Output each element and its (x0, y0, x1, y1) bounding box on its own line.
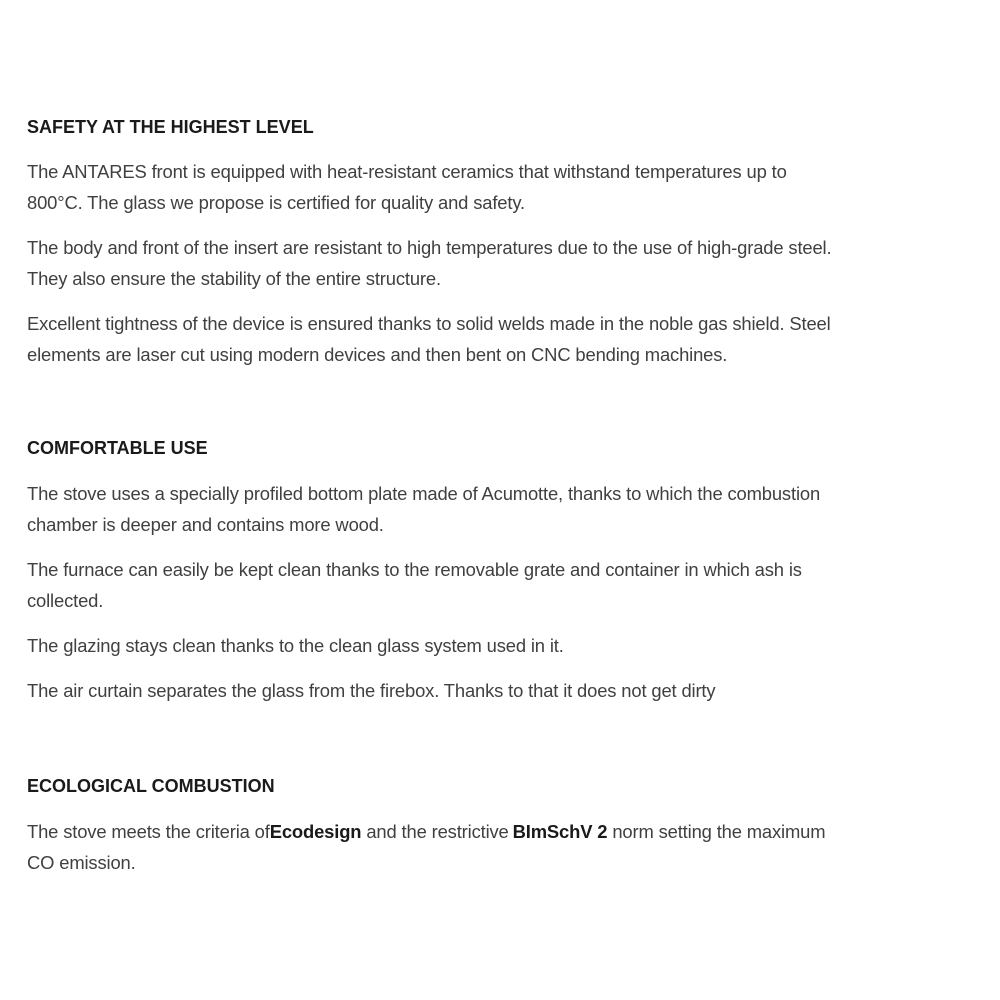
text-line: elements are laser cut using modern devices and then bent on CNC bending machines. (27, 344, 728, 365)
paragraph (27, 478, 987, 540)
text-line: collected. (27, 590, 104, 611)
text-line: The glazing stays clean thanks to the clean glass system used in it. (27, 635, 564, 656)
text-line: The ANTARES front is equipped with heat-resistant ceramics that withstand temperatures up to (27, 161, 787, 182)
text-line: CO emission. (27, 852, 136, 873)
paragraph (27, 675, 987, 706)
text-line: The air curtain separates the glass from the firebox. Thanks to that it does not get dirty (27, 680, 716, 701)
text-line: 800°C. The glass we propose is certified for quality and safety. (27, 192, 525, 213)
text-line: The stove uses a specially profiled bottom plate made of Acumotte, thanks to which the combustion (27, 483, 821, 504)
section-heading: COMFORTABLE USE (27, 438, 208, 458)
bimschv-highlight: BImSchV 2 (512, 821, 608, 842)
paragraph (27, 816, 987, 878)
paragraph (27, 156, 987, 218)
text-fragment: and the restrictive (361, 821, 509, 842)
text-line: The body and front of the insert are resistant to high temperatures due to the use of high-grade steel. (27, 237, 832, 258)
paragraph (27, 630, 987, 661)
section-heading: SAFETY AT THE HIGHEST LEVEL (27, 117, 314, 137)
text-line: Excellent tightness of the device is ensured thanks to solid welds made in the noble gas shield. Steel (27, 313, 831, 334)
text-line: They also ensure the stability of the entire structure. (27, 268, 441, 289)
text-line (27, 816, 987, 847)
paragraph (27, 232, 987, 294)
ecodesign-highlight: Ecodesign (269, 821, 362, 842)
section-comfortable-use (27, 437, 987, 706)
section-heading: ECOLOGICAL COMBUSTION (27, 776, 275, 796)
text-line: chamber is deeper and contains more wood. (27, 514, 384, 535)
text-fragment: norm setting the maximum (607, 821, 826, 842)
text-line: The furnace can easily be kept clean thanks to the removable grate and container in which ash is (27, 559, 802, 580)
paragraph (27, 554, 987, 616)
paragraph (27, 308, 987, 370)
section-ecological-combustion (27, 775, 987, 878)
text-fragment: The stove meets the criteria of (27, 821, 270, 842)
section-safety (27, 116, 987, 370)
